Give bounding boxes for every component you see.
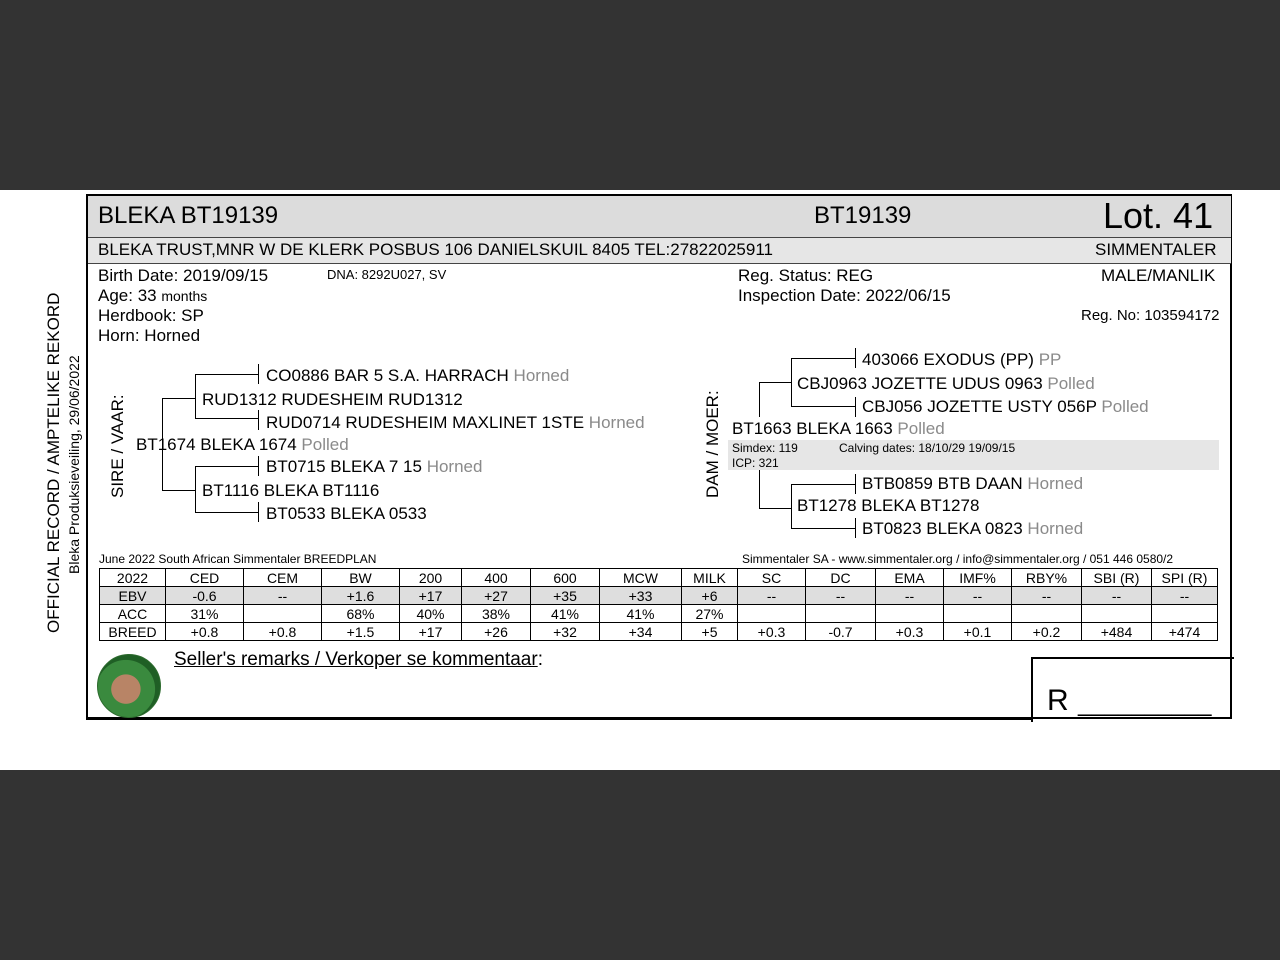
table-cell: BREED: [100, 623, 166, 641]
inspection-date: Inspection Date: 2022/06/15: [738, 286, 951, 305]
breed-name: SIMMENTALER: [1095, 240, 1217, 259]
official-record-label: OFFICIAL RECORD / AMPTELIKE REKORD: [44, 292, 63, 633]
pedigree-sd: BT1116 BLEKA BT1116: [202, 481, 380, 500]
table-cell: [806, 605, 876, 623]
table-cell: [876, 605, 944, 623]
table-cell: [1082, 605, 1152, 623]
simdex: Simdex: 119: [732, 441, 798, 455]
table-cell: +32: [531, 623, 600, 641]
pedigree-sss: CO0886 BAR 5 S.A. HARRACH Horned: [266, 366, 570, 385]
table-cell: -0.6: [166, 587, 244, 605]
header-cell: 200: [400, 569, 462, 587]
table-cell: +17: [400, 587, 462, 605]
table-cell: 41%: [531, 605, 600, 623]
price-prefix: R: [1047, 684, 1069, 717]
pedigree-ssd: RUD0714 RUDESHEIM MAXLINET 1STE Horned: [266, 413, 645, 432]
ebv-table: [99, 568, 1218, 641]
owner-info: BLEKA TRUST,MNR W DE KLERK POSBUS 106 DANIELSKUIL 8405 TEL:27822025911: [98, 240, 773, 259]
animal-id: BT19139: [814, 202, 912, 229]
table-cell: --: [944, 587, 1012, 605]
header-cell: 600: [531, 569, 600, 587]
table-cell: +0.8: [244, 623, 322, 641]
header-cell: CED: [166, 569, 244, 587]
table-cell: 38%: [462, 605, 531, 623]
table-cell: [244, 605, 322, 623]
contact-caption: Simmentaler SA - www.simmentaler.org / info@simmentaler.org / 051 446 0580/2: [742, 552, 1174, 566]
table-row-breed: [100, 623, 1218, 641]
table-cell: --: [876, 587, 944, 605]
header-cell: CEM: [244, 569, 322, 587]
table-cell: 41%: [600, 605, 682, 623]
table-cell: +26: [462, 623, 531, 641]
pedigree-ss: RUD1312 RUDESHEIM RUD1312: [202, 390, 463, 409]
table-cell: +34: [600, 623, 682, 641]
pedigree-dsd: CBJ056 JOZETTE USTY 056P Polled: [862, 397, 1149, 416]
pedigree-dss: 403066 EXODUS (PP) PP: [862, 350, 1062, 369]
breedplan-caption: June 2022 South African Simmentaler BREEDPLAN: [99, 552, 377, 566]
pedigree-dd: BT1278 BLEKA BT1278: [797, 496, 980, 515]
sex: MALE/MANLIK: [1101, 266, 1216, 285]
table-cell: +0.8: [166, 623, 244, 641]
table-cell: --: [806, 587, 876, 605]
header-cell: 2022: [100, 569, 166, 587]
table-cell: +484: [1082, 623, 1152, 641]
simmentaler-logo-icon: [97, 654, 161, 718]
table-header-row: [100, 569, 1218, 587]
table-cell: --: [1012, 587, 1082, 605]
pedigree-dds: BTB0859 BTB DAAN Horned: [862, 474, 1084, 493]
table-cell: --: [1082, 587, 1152, 605]
pedigree-sire: BT1674 BLEKA 1674 Polled: [136, 435, 349, 454]
auction-label: Bleka Produksieveiling, 29/06/2022: [66, 355, 82, 574]
table-cell: +1.6: [322, 587, 400, 605]
table-cell: +0.3: [876, 623, 944, 641]
table-cell: ACC: [100, 605, 166, 623]
table-cell: -0.7: [806, 623, 876, 641]
table-cell: --: [1152, 587, 1218, 605]
lot-number: Lot. 41: [1103, 195, 1214, 236]
table-cell: +1.5: [322, 623, 400, 641]
header-cell: 400: [462, 569, 531, 587]
header-cell: EMA: [876, 569, 944, 587]
dna-info: DNA: 8292U027, SV: [327, 267, 447, 282]
header-cell: BW: [322, 569, 400, 587]
table-cell: --: [244, 587, 322, 605]
seller-remarks-label: Seller's remarks / Verkoper se kommentaar:: [174, 649, 543, 670]
horn-status: Horn: Horned: [98, 326, 201, 345]
pedigree-ds: CBJ0963 JOZETTE UDUS 0963 Polled: [797, 374, 1095, 393]
header-cell: SBI (R): [1082, 569, 1152, 587]
birth-date: Birth Date: 2019/09/15: [98, 266, 269, 285]
table-cell: +0.3: [738, 623, 806, 641]
header-cell: MILK: [682, 569, 738, 587]
table-row-acc: [100, 605, 1218, 623]
table-cell: 31%: [166, 605, 244, 623]
table-cell: +6: [682, 587, 738, 605]
table-cell: [944, 605, 1012, 623]
table-cell: 40%: [400, 605, 462, 623]
pedigree-ddd: BT0823 BLEKA 0823 Horned: [862, 519, 1084, 538]
herdbook: Herdbook: SP: [98, 306, 204, 325]
table-cell: +27: [462, 587, 531, 605]
header-cell: DC: [806, 569, 876, 587]
pedigree-sdd: BT0533 BLEKA 0533: [266, 504, 427, 523]
pedigree-dam: BT1663 BLEKA 1663 Polled: [732, 419, 945, 438]
table-cell: +17: [400, 623, 462, 641]
age: Age: 33 months: [98, 286, 208, 305]
table-cell: [1012, 605, 1082, 623]
table-cell: --: [738, 587, 806, 605]
price-input[interactable]: __________: [1078, 690, 1212, 717]
table-cell: 68%: [322, 605, 400, 623]
table-cell: +33: [600, 587, 682, 605]
calving-dates: Calving dates: 18/10/29 19/09/15: [839, 441, 1016, 455]
table-cell: +35: [531, 587, 600, 605]
table-cell: [1152, 605, 1218, 623]
table-cell: +0.1: [944, 623, 1012, 641]
header-cell: RBY%: [1012, 569, 1082, 587]
reg-status: Reg. Status: REG: [738, 266, 874, 285]
header-cell: SC: [738, 569, 806, 587]
table-row-ebv: [100, 587, 1218, 605]
table-cell: [738, 605, 806, 623]
header-cell: IMF%: [944, 569, 1012, 587]
header-cell: SPI (R): [1152, 569, 1218, 587]
pedigree-sds: BT0715 BLEKA 7 15 Horned: [266, 457, 483, 476]
sire-label: SIRE / VAAR:: [108, 394, 127, 498]
reg-number: Reg. No: 103594172: [1081, 307, 1220, 324]
animal-name: BLEKA BT19139: [98, 202, 279, 229]
table-cell: +0.2: [1012, 623, 1082, 641]
table-cell: +5: [682, 623, 738, 641]
table-cell: EBV: [100, 587, 166, 605]
dam-label: DAM / MOER:: [703, 390, 722, 498]
header-cell: MCW: [600, 569, 682, 587]
table-cell: +474: [1152, 623, 1218, 641]
icp: ICP: 321: [732, 456, 779, 470]
table-cell: 27%: [682, 605, 738, 623]
